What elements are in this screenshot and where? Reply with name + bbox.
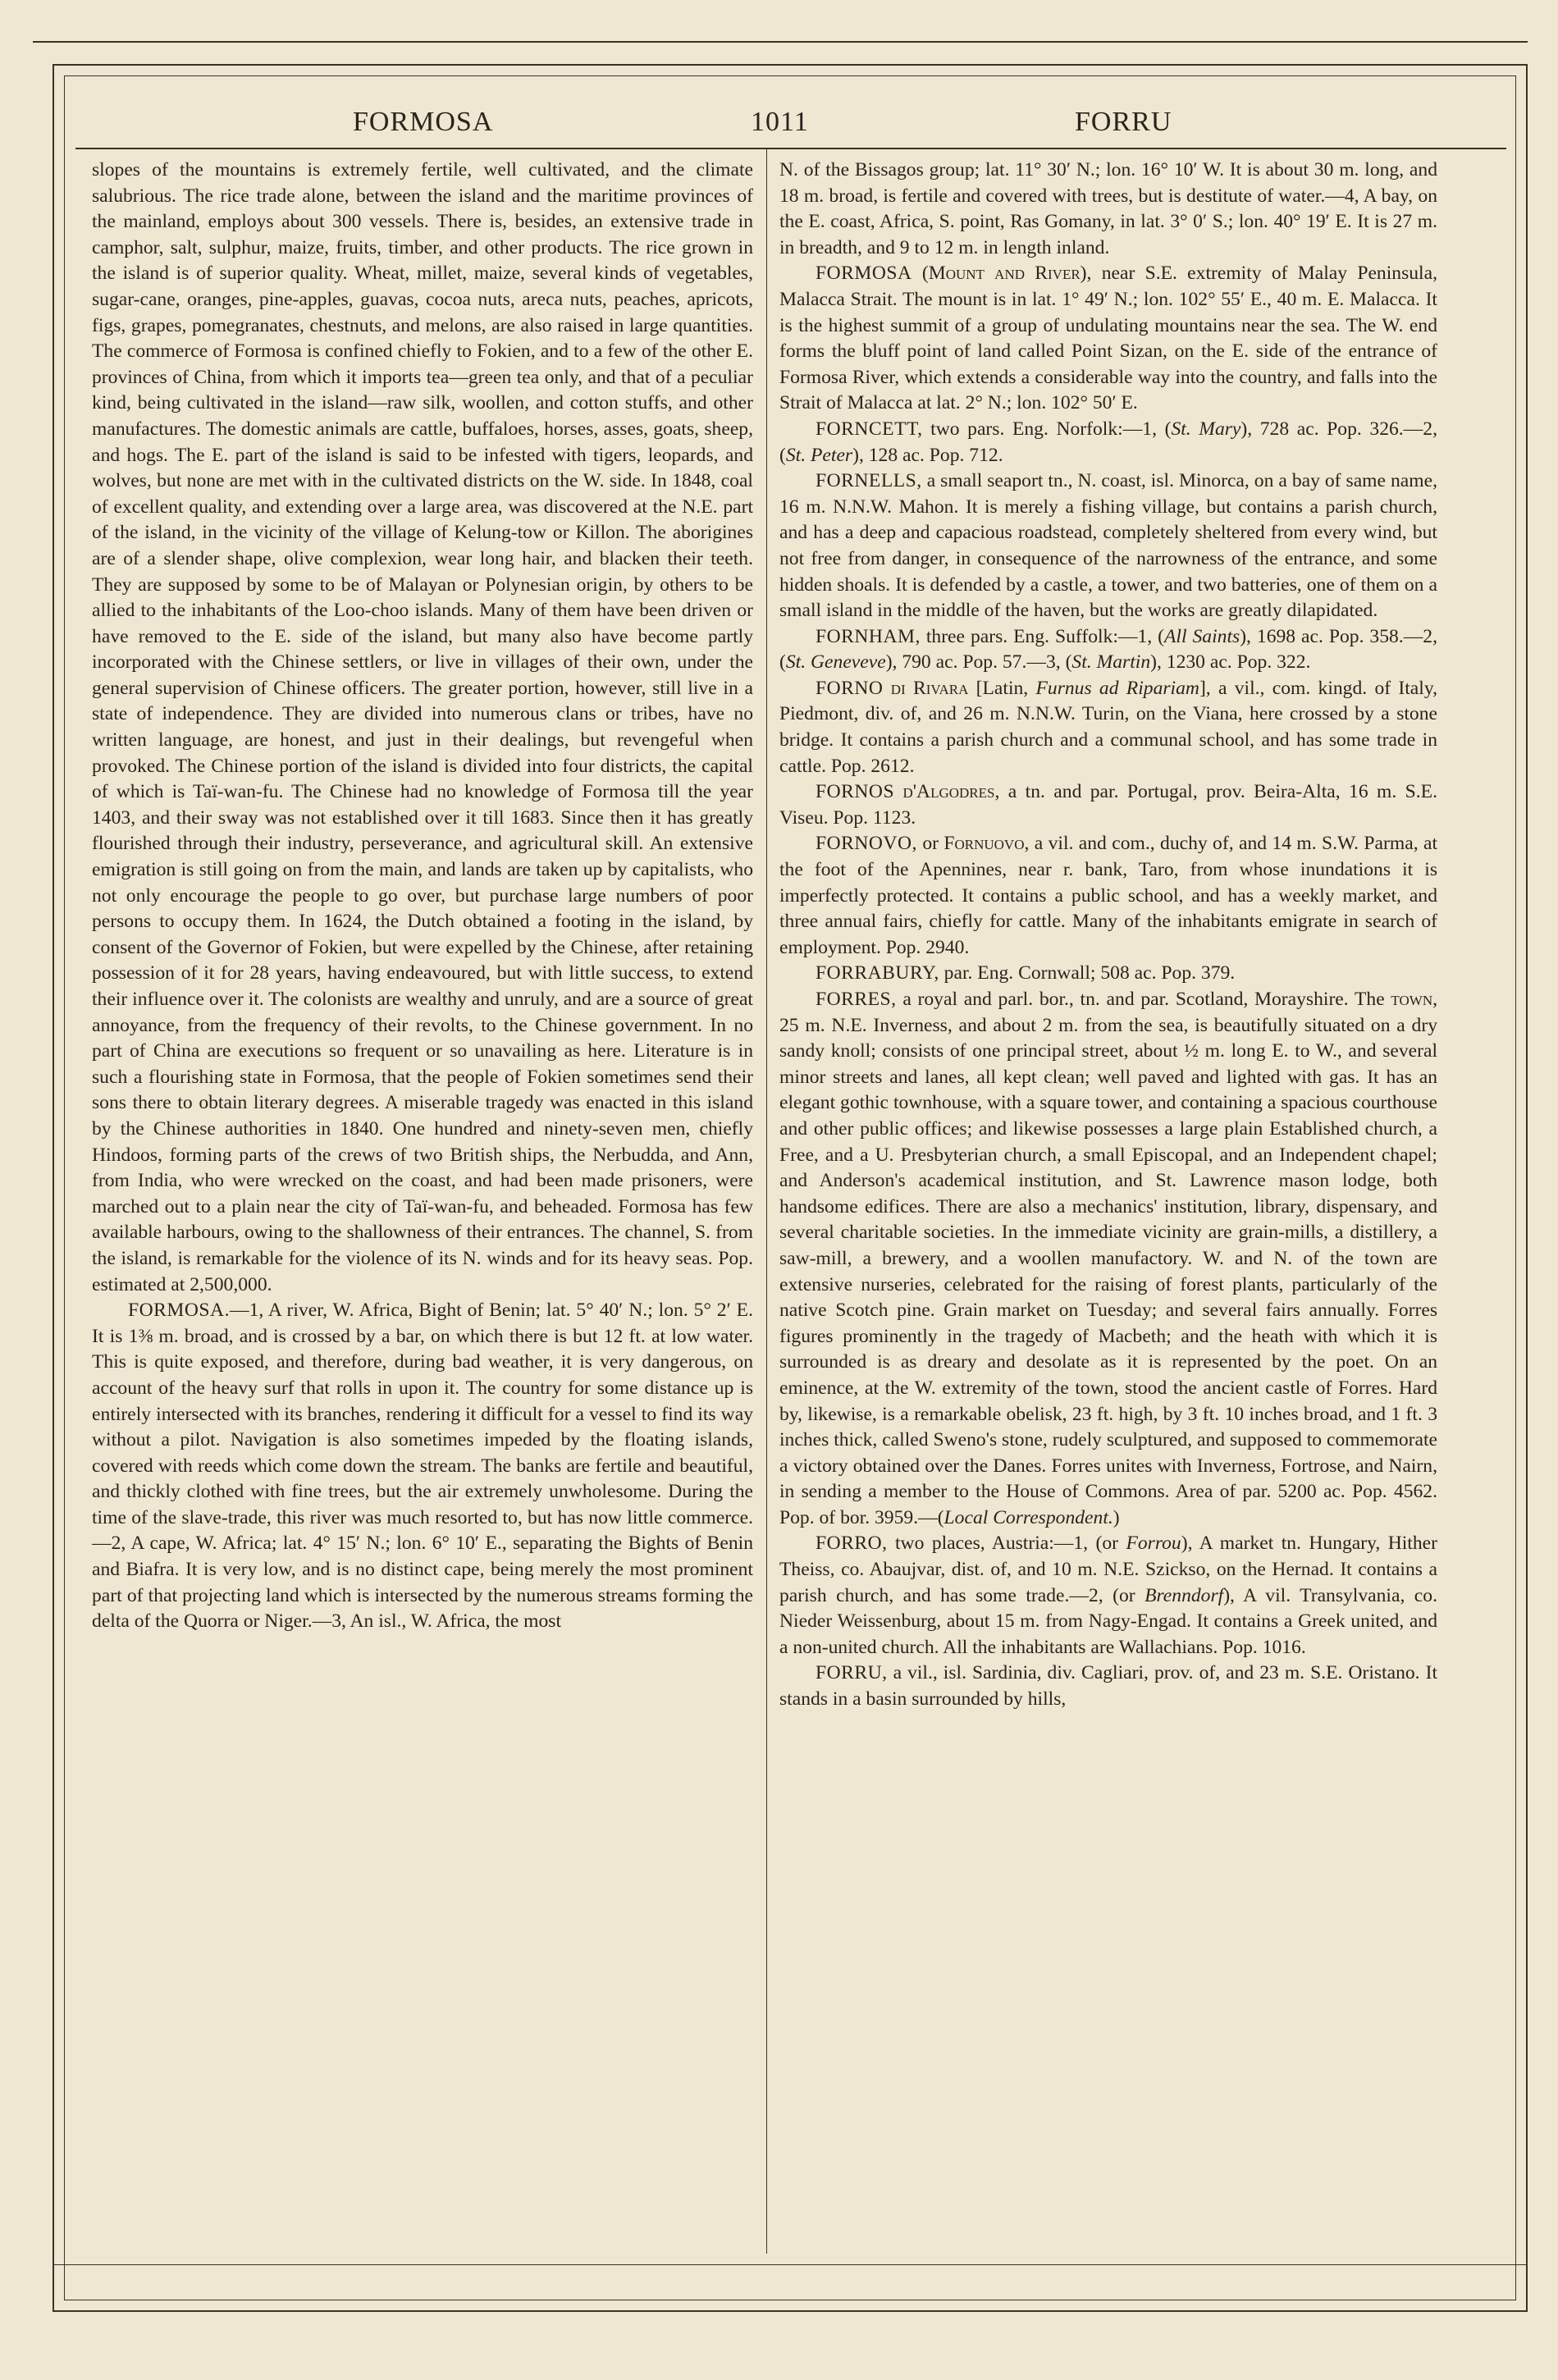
headword: FORRO, [816,1533,888,1555]
entry-forno-di-rivara [779,676,1437,779]
headword: FORNOS [816,781,895,803]
headword: FORRU, [816,1662,888,1684]
headword: FORNHAM, [816,625,921,647]
header-rule [75,148,1506,149]
subhead: Fornuovo, [943,833,1030,855]
italic-text: All Saints [1164,625,1240,647]
italic-text: Forrou [1126,1533,1181,1555]
headword: FORMOSA [816,263,912,285]
entry-text: ), 790 ac. Pop. 57.—3, ( [885,651,1072,674]
italic-text: Furnus ad Ripariam [1035,677,1199,699]
entry-text: ), A vil. Transylvania, co. Nieder Weissenburg, about 15 m. from Nagy-Engad. It contains a Greek united, and a non-united church. All the inhabitants are Wallachians. Pop. 1016. [779,1584,1437,1658]
entry-fornells [779,468,1437,624]
entry-text: a small seaport tn., N. coast, isl. Minorca, on a bay of same name, 16 m. N.N.W. Mahon. It is merely a fishing village, but contains a parish church, and has a deep and capacious roadstead, completely sheltered from every wind, but not free from danger, in consequence of the narrowness of the entrance, and some hidden shoals. It is defended by a castle, a tower, and two batteries, one of them on a small island in the middle of the haven, but the works are greatly dilapidated. [779,470,1437,622]
entry-text: ), 1698 ac. Pop. 358.—2, ( [779,625,1437,674]
headword: FORNOVO, [816,833,917,855]
entry-text: ], a vil., com. kingd. of Italy, Piedmont, div. of, and 26 m. N.N.W. Turin, on the Viana, here crossed by a stone bridge. It contains a parish church and a communal school, and has some trade in cattle. Pop. 2612. [779,677,1437,777]
entry-text: [Latin, [968,677,1036,699]
entry-forru [779,1661,1437,1712]
entry-formosa-island-continued: slopes of the mountains is extremely fertile, well cultivated, and the climate salubrious. The rice trade alone, between the island and the maritime provinces of the mainland, employs about 300 vessels. There is, besides, an extensive trade in camphor, salt, sulphur, maize, fruits, timber, and other products. The rice grown in the island is of superior quality. Wheat, millet, maize, several kinds of vegetables, sugar-cane, oranges, pine-apples, guavas, cocoa nuts, areca nuts, peaches, apricots, figs, grapes, pomegranates, chestnuts, and melons, are also raised in large quantities. The commerce of Formosa is confined chiefly to Fokien, and to a few of the other E. provinces of China, from which it imports tea—green tea only, and that of a peculiar kind, being cultivated in the island—raw silk, woollen, and cotton stuffs, and other manufactures. The domestic animals are cattle, buffaloes, horses, asses, goats, sheep, and hogs. The E. part of the island is said to be infested with tigers, leopards, and wolves, but none are met with in the cultivated districts on the W. side. In 1848, coal of excellent quality, and extending over a large area, was discovered at the N.E. part of the island, in the vicinity of the village of Kelung-tow or Killon. The aborigines are of a slender shape, olive complexion, wear long hair, and blacken their teeth. They are supposed by some to be of Malayan or Polynesian origin, by others to be allied to the inhabitants of the Loo-choo islands. Many of them have been driven or have removed to the E. side of the island, but many also have become partly incorporated with the Chinese settlers, or live in villages of their own, under the general supervision of Chinese officers. The greater portion, however, still live in a state of independence. They are divided into numerous clans or tribes, have no written language, are honest, and just in their dealings, but revengeful when provoked. The Chinese portion of the island is divided into four districts, the capital of which is Taï-wan-fu. The Chinese had no knowledge of Formosa till the year 1403, and their sway was not established over it till 1683. Since then it has greatly flourished through their industry, perseverance, and agricultural skill. An extensive emigration is still going on from the main, and lands are taken up by capitalists, who not only encourage the people to go over, but purchase large numbers of poor persons to occupy them. In 1624, the Dutch obtained a footing in the island, by consent of the Governor of Fokien, but were expelled by the Chinese, after retaining possession of it for 28 years, having endeavoured, but with little success, to extend their influence over it. The colonists are wealthy and unruly, and are a source of great annoyance, from the frequency of their revolts, to the Chinese government. In no part of China are executions so frequent or so unavailing as here. Literature is in such a flourishing state in Formosa, that the people of Fokien sometimes send their sons there to obtain literary degrees. A miserable tragedy was enacted in this island by the Chinese authorities in 1840. One hundred and ninety-seven men, chiefly Hindoos, forming parts of the crews of two British ships, the Nerbudda, and Ann, from India, who were wrecked on the coast, and had been made prisoners, were marched out to a plain near the city of Taï-wan-fu, and beheaded. Formosa has few available harbours, owing to the shallowness of their entrances. The channel, S. from the island, is remarkable for the violence of its N. winds and for its heavy seas. Pop. estimated at 2,500,000. [92,159,753,1295]
entry-text: ), 128 ac. Pop. 712. [852,444,1003,466]
entry-text: ), 728 ac. Pop. 326.—2, ( [779,418,1437,466]
italic-text: Brenndorf [1145,1584,1224,1606]
entry-forncett [779,417,1437,468]
headword: FORMOSA. [128,1300,230,1322]
header-left-word: FORMOSA [353,107,494,137]
entry-formosa-continued: N. of the Bissagos group; lat. 11° 30′ N.; lon. 16° 10′ W. It is about 30 m. long, and 18 m. broad, is fertile and covered with trees, but is destitute of water.—4, A bay, on the E. coast, Africa, S. point, Ras Gomany, in lat. 3° 0′ S.; lon. 40° 19′ E. It is 27 m. in breadth, and 9 to 12 m. in length inland. [779,159,1437,258]
page-number: 1011 [751,107,809,137]
headword: FORNELLS, [816,470,922,492]
bottom-rule [53,2264,1528,2265]
entry-text: a vil. and com., duchy of, and 14 m. S.W. Parma, at the foot of the Apennines, near r. bank, Taro, from whose inundations it is imperfectly protected. It contains a public school, and has a weekly market, and three annual fairs, chiefly for cattle. Many of the inhabitants emigrate in search of employment. Pop. 2940. [779,833,1437,958]
entry-text: a tn. and par. Portugal, prov. Beira-Alta, 16 m. S.E. Viseu. Pop. 1123. [779,781,1437,829]
top-rule [33,41,1528,43]
italic-text: St. Geneveve [785,651,886,674]
entry-fornham [779,624,1437,676]
entry-text: ) [1113,1506,1120,1528]
subhead: di Rivara [890,677,969,699]
entry-text: —1, A river, W. Africa, Bight of Benin; lat. 5° 40′ N.; lon. 5° 2′ E. It is 1⅜ m. broad, and is crossed by a bar, on which there is but 12 ft. at low water. This is quite exposed, and therefore, during bad weather, it is very dangerous, on account of the heavy surf that rolls in upon it. The country for some distance up is entirely intersected with its branches, rendering it difficult for a vessel to find its way without a pilot. Navigation is also sometimes impeded by the floating islands, covered with reeds which come down the stream. The banks are fertile and beautiful, and thickly clothed with fine trees, but the air extremely unwholesome. During the time of the slave-trade, this river was much resorted to, but has now little commerce.—2, A cape, W. Africa; lat. 4° 15′ N.; lon. 6° 10′ E., separating the Bights of Benin and Biafra. It is very low, and is no distinct cape, being merely the most prominent part of that projecting land which is intersected by the numerous streams forming the delta of the Quorra or Niger.—3, An isl., W. Africa, the most [92,1300,753,1633]
entry-text: a royal and parl. bor., tn. and par. Scotland, Morayshire. The [896,989,1391,1010]
italic-text: St. Peter [785,444,853,466]
entry-formosa-river [92,1298,753,1635]
italic-text: St. Martin [1071,651,1151,674]
entry-text: par. Eng. Cornwall; 508 ac. Pop. 379. [939,962,1236,984]
italic-text: St. Mary [1171,418,1241,440]
entry-forro [779,1531,1437,1661]
entry-text: ), 1230 ac. Pop. 322. [1150,651,1311,674]
entry-fornovo [779,831,1437,961]
headword: FORRABURY, [816,962,939,984]
entry-fornos-dalgodres [779,779,1437,831]
subhead: d'Algodres, [902,781,1000,803]
entry-formosa-mount [779,261,1437,417]
entry-text: near S.E. extremity of Malay Peninsula, Malacca Strait. The mount is in lat. 1° 49′ N.; lon. 102° 55′ E., 40 m. E. Malacca. It is the highest summit of a group of undulating mountains near the sea. The W. end forms the bluff point of land called Point Sizan, on the E. side of the entrance of Formosa River, which extends a considerable way into the country, and falls into the Strait of Malacca at lat. 2° N.; lon. 102° 50′ E. [779,263,1437,414]
left-column [92,158,753,2258]
italic-text: Local Correspondent. [943,1506,1113,1528]
headword: FORNCETT, [816,418,923,440]
entry-text: 25 m. N.E. Inverness, and about 2 m. from the sea, is beautifully situated on a dry sandy knoll; consists of one principal street, about ½ m. long E. to W., and several minor streets and lanes, all kept clean; well paved and lighted with gas. It has an elegant gothic townhouse, with a square tower, and containing a spacious courthouse and other public offices; and likewise possesses a large plain Established church, a Free, and a U. Presbyterian church, a small Episcopal, and an Independent chapel; and Anderson's academical institution, and St. Lawrence mason lodge, both handsome edifices. There are also a mechanics' institution, library, dispensary, and several charitable societies. In the immediate vicinity are grain-mills, a distillery, a saw-mill, a brewery, and a woollen manufactory. W. and N. of the town are extensive nurseries, celebrated for the raising of forest plants, particularly of the native Scotch pine. Grain market on Tuesday; and several fairs annually. Forres figures prominently in the tragedy of Macbeth; and the heath with which it is surrounded is as dreary and desolate as it is represented by the poet. On an eminence, at the W. extremity of the town, stood the ancient castle of Forres. Hard by, likewise, is a remarkable obelisk, 23 ft. high, by 3 ft. 10 inches broad, and 1 ft. 3 inches thick, called Sweno's stone, rudely sculptured, and supposed to commemorate a victory obtained over the Danes. Forres unites with Inverness, Fortrose, and Nairn, in sending a member to the House of Commons. Area of par. 5200 ac. Pop. 4562. Pop. of bor. 3959.—( [779,1014,1437,1528]
headword: FORNO [816,677,884,699]
entry-forrabury [779,961,1437,987]
header-right-word: FORRU [1075,107,1172,137]
subhead: town, [1391,989,1437,1010]
column-divider [766,149,767,2254]
subhead: (Mount and River), [921,263,1092,285]
entry-text: a vil., isl. Sardinia, div. Cagliari, prov. of, and 23 m. S.E. Oristano. It stands in a basin surrounded by hills, [779,1662,1437,1711]
right-column [779,158,1437,2258]
entry-text: two places, Austria:—1, (or [887,1533,1126,1555]
entry-forres [779,987,1437,1531]
entry-text: two pars. Eng. Norfolk:—1, ( [922,418,1172,440]
entry-text: ), A market tn. Hungary, Hither Theiss, co. Abaujvar, dist. of, and 10 m. N.E. Szickso, on the Hernad. It contains a parish church, and has some trade.—2, (or [779,1533,1437,1606]
entry-text: three pars. Eng. Suffolk:—1, ( [920,625,1165,647]
entry-text: or [916,833,944,855]
headword: FORRES, [816,989,897,1010]
